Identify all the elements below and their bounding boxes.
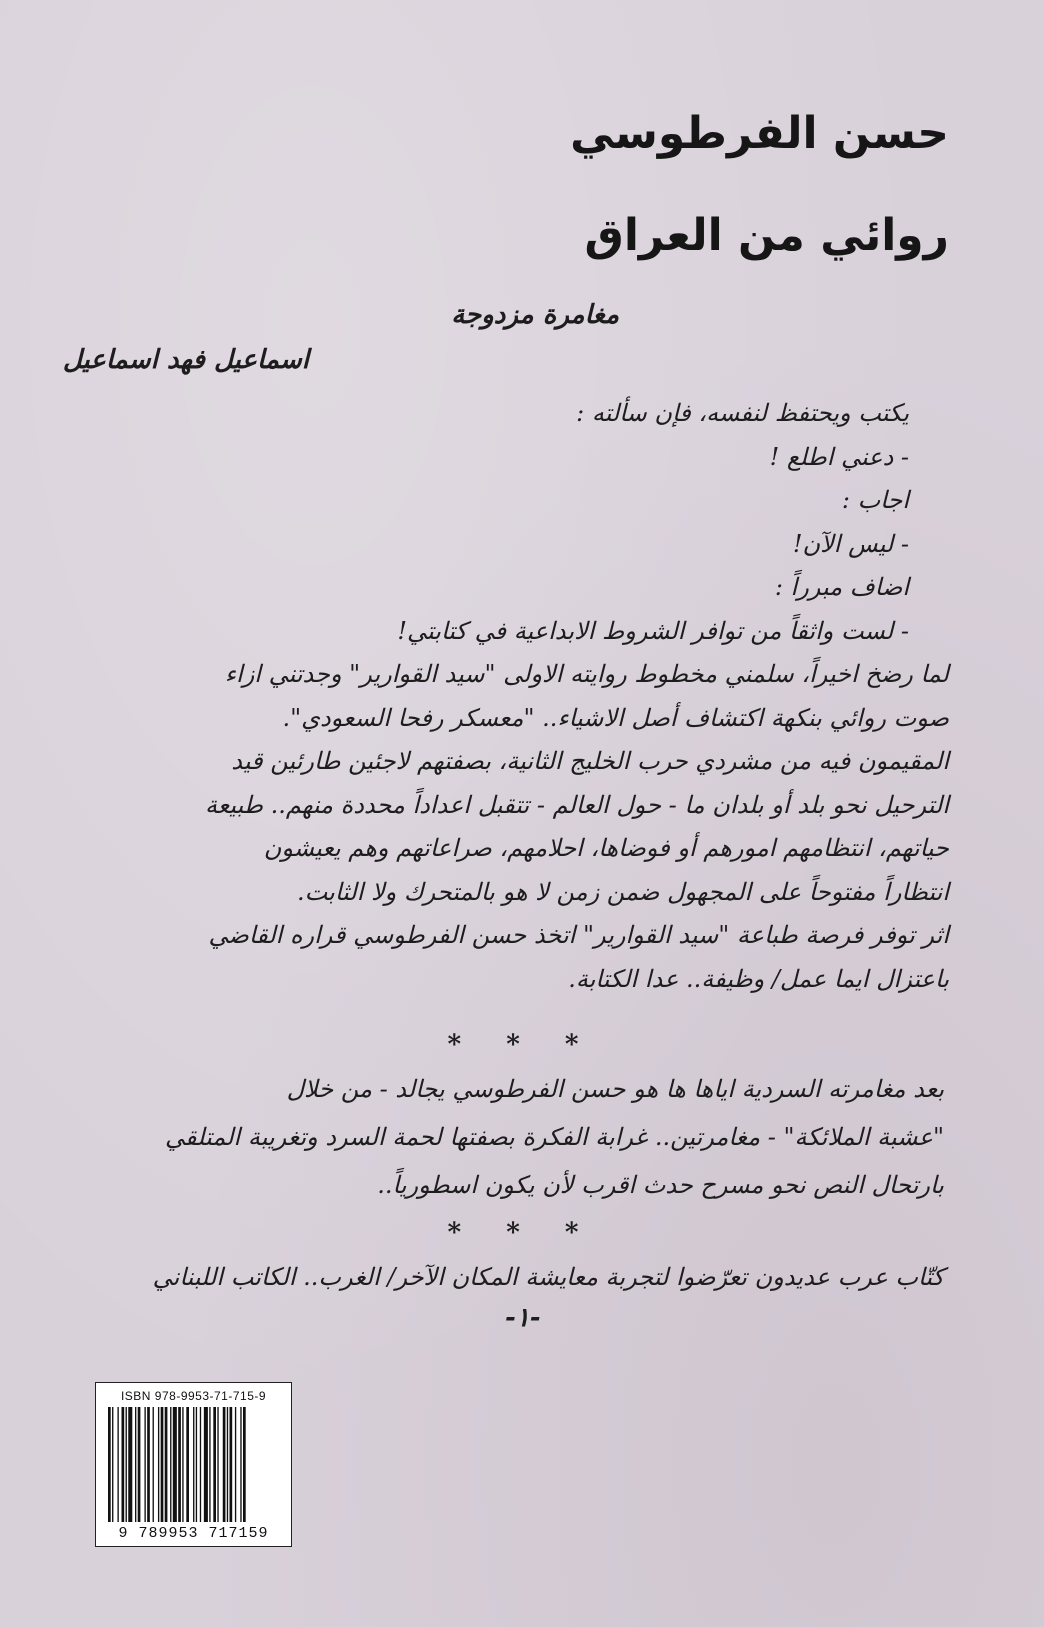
barcode-bar xyxy=(200,1407,201,1522)
page-number: -١- xyxy=(505,1303,541,1333)
barcode-bar xyxy=(147,1407,150,1522)
essay-line: بارتحال النص نحو مسرح حدث اقرب لأن يكون اسطورياً.. xyxy=(377,1171,944,1199)
barcode-bar xyxy=(193,1407,194,1522)
section-separator: * * * xyxy=(447,1218,597,1248)
essay-line: لما رضخ اخيراً، سلمني مخطوط روايته الاولى "سيد القوارير" وجدتني ازاء xyxy=(224,660,949,688)
barcode-bar xyxy=(170,1407,171,1522)
essay-paragraph-2 xyxy=(104,1065,944,1209)
section-separator: * * * xyxy=(447,1030,597,1060)
author-name: حسن الفرطوسي xyxy=(570,108,949,159)
essay-line: - ليس الآن! xyxy=(792,529,909,558)
barcode-bar xyxy=(182,1407,183,1522)
essay-line: اضاف مبرراً : xyxy=(774,573,909,601)
barcode-bar xyxy=(235,1407,236,1522)
essay-line: انتظاراً مفتوحاً على المجهول ضمن زمن لا هو بالمتحرك ولا الثابت. xyxy=(296,877,949,906)
barcode-bar xyxy=(108,1407,111,1522)
barcode-bar xyxy=(243,1407,246,1522)
barcode-bar xyxy=(138,1407,141,1522)
barcode-bar xyxy=(128,1407,132,1522)
barcode-bar xyxy=(122,1407,125,1522)
essay-line: بعد مغامرته السردية اياها ها هو حسن الفرطوسي يجالد - من خلال xyxy=(286,1075,944,1103)
essay-line: باعتزال ايما عمل/ وظيفة.. عدا الكتابة. xyxy=(568,964,949,993)
barcode-bar xyxy=(135,1407,136,1522)
essay-line: اثر توفر فرصة طباعة "سيد القوارير" اتخذ حسن الفرطوسي قراره القاضي xyxy=(208,921,949,949)
essay-line: حياتهم، انتظامهم امورهم أو فوضاها، احلامهم، صراعاتهم وهم يعيشون xyxy=(263,834,949,862)
essay-body xyxy=(129,392,949,1001)
barcode-bar xyxy=(227,1407,228,1522)
isbn-barcode xyxy=(95,1382,292,1547)
barcode-bar xyxy=(209,1407,210,1522)
barcode-bar xyxy=(126,1407,127,1522)
essay-line: "عشبة الملائكة" - مغامرتين.. غرابة الفكرة بصفتها لحمة السرد وتغريبة المتلقي xyxy=(165,1123,944,1151)
barcode-bar xyxy=(158,1407,159,1522)
barcode-bar xyxy=(213,1407,216,1522)
essay-line: صوت روائي بنكهة اكتشاف أصل الاشياء.. "معسكر رفحا السعودي". xyxy=(282,703,949,732)
barcode-bar xyxy=(161,1407,164,1522)
barcode-bar xyxy=(153,1407,154,1522)
barcode-bar xyxy=(223,1407,226,1522)
barcode-bar xyxy=(144,1407,145,1522)
barcode-bar xyxy=(217,1407,218,1522)
barcode-bar xyxy=(240,1407,241,1522)
essay-line: - لست واثقاً من توافر الشروط الابداعية في كتابتي! xyxy=(397,616,909,645)
barcode-bar xyxy=(112,1407,113,1522)
essay-line: يكتب ويحتفظ لنفسه، فإن سألته : xyxy=(576,399,909,427)
barcode-bar xyxy=(165,1407,168,1522)
essay-line: المقيمون فيه من مشردي حرب الخليج الثانية، بصفتهم لاجئين طارئين قيد xyxy=(231,747,949,775)
author-description: روائي من العراق xyxy=(584,210,949,261)
barcode-bar xyxy=(230,1407,233,1522)
barcode-bar xyxy=(196,1407,197,1522)
essay-author: اسماعيل فهد اسماعيل xyxy=(62,345,309,375)
essay-line: اجاب : xyxy=(841,486,909,514)
barcode-bar xyxy=(186,1407,189,1522)
essay-line: - دعني اطلع ! xyxy=(769,442,909,471)
barcode-bar xyxy=(178,1407,181,1522)
isbn-label: ISBN 978-9953-71-715-9 xyxy=(120,1389,267,1403)
barcode-bars xyxy=(108,1407,283,1522)
barcode-bar xyxy=(204,1407,208,1522)
barcode-bar xyxy=(173,1407,177,1522)
essay-line: الترحيل نحو بلد أو بلدان ما - حول العالم - تتقبل اعداداً محددة منهم.. طبيعة xyxy=(204,790,949,819)
essay-title: مغامرة مزدوجة xyxy=(451,300,619,330)
barcode-bar xyxy=(117,1407,118,1522)
barcode-digits: 9 789953 717159 xyxy=(118,1525,269,1542)
closing-line: كتّاب عرب عديدون تعرّضوا لتجربة معايشة المكان الآخر/ الغرب.. الكاتب اللبناني xyxy=(152,1263,944,1291)
